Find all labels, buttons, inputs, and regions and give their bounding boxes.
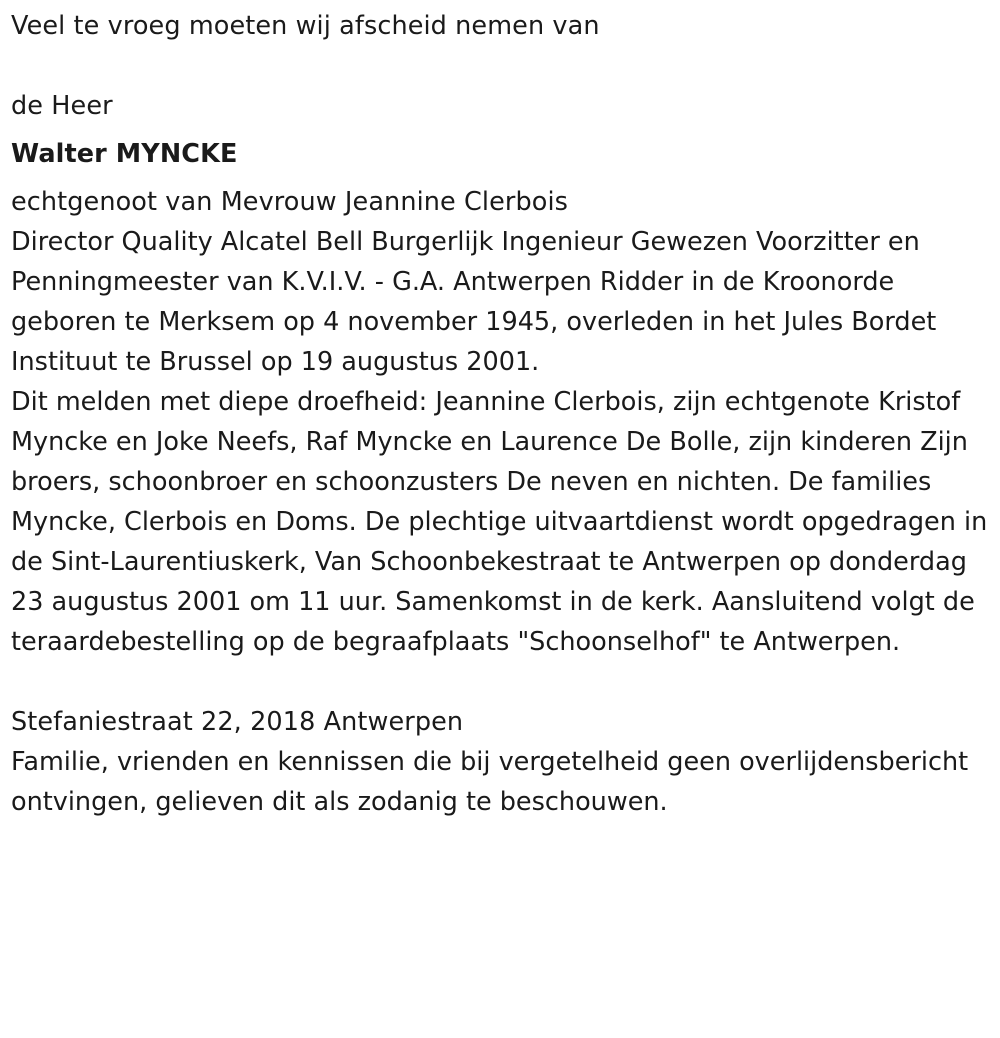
deceased-name: Walter MYNCKE (11, 139, 238, 169)
announcement-paragraph: Dit melden met diepe droefheid: Jeannine Clerbois, zijn echtgenote Kristof Myncke en Joke Neefs, Raf Myncke en Laurence De Bolle, zijn kinderen Zijn broers, schoonbroer en schoonzusters De neven en nichten. De families Myncke, Clerbois en Doms. De plechtige uitvaartdienst wordt opgedragen in de Sint-Laurentiuskerk, Van Schoonbekestraat te Antwerpen op donderdag 23 augustus 2001 om 11 uur. Samenkomst in de kerk. Aansluitend volgt de teraardebestelling op de begraafplaats "Schoonselhof" te Antwerpen. (11, 387, 988, 657)
honorific: de Heer (11, 91, 113, 121)
spouse-line: echtgenoot van Mevrouw Jeannine Clerbois (11, 187, 569, 217)
titles-paragraph: Director Quality Alcatel Bell Burgerlijk Ingenieur Gewezen Voorzitter en Penningmeester van K.V.I.V. - G.A. Antwerpen Ridder in de Kroonorde (11, 227, 920, 297)
address-line: Stefaniestraat 22, 2018 Antwerpen (11, 707, 464, 737)
birth-death-paragraph: geboren te Merksem op 4 november 1945, overleden in het Jules Bordet Instituut te Brussel op 19 augustus 2001. (11, 307, 937, 377)
closing-paragraph: Familie, vrienden en kennissen die bij vergetelheid geen overlijdensbericht ontvingen, gelieven dit als zodanig te beschouwen. (11, 747, 969, 817)
intro-text: Veel te vroeg moeten wij afscheid nemen van (11, 11, 600, 41)
